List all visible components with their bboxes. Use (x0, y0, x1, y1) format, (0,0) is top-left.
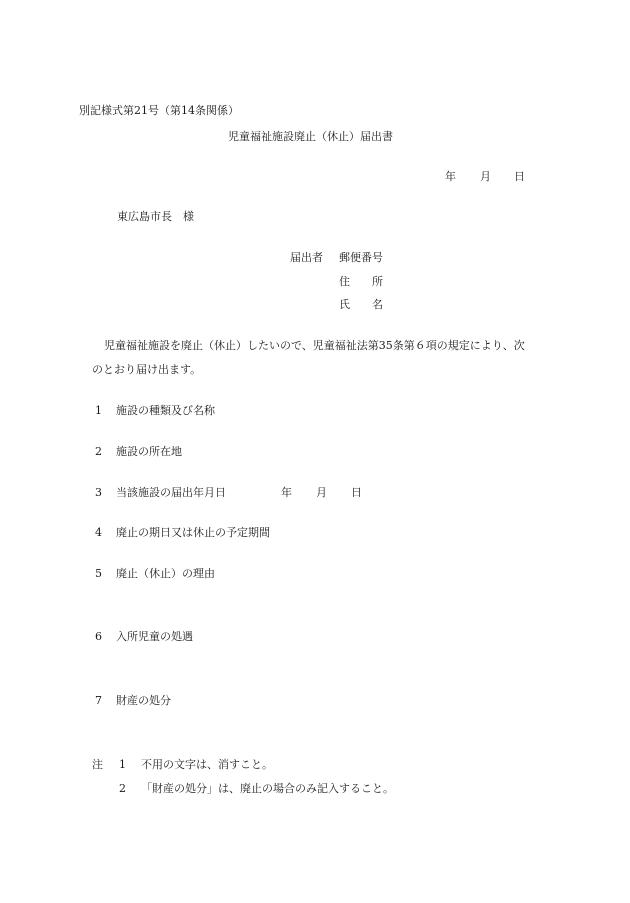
item-date-month-label: 月 (316, 486, 327, 499)
item-label: 廃止（休止）の理由 (116, 567, 215, 580)
item-date-day-label: 日 (351, 486, 362, 499)
notes-label: 注 (92, 758, 103, 771)
note-text: 不用の文字は、消すこと。 (141, 758, 273, 771)
date-year-label: 年 (445, 170, 456, 183)
document-title: 児童福祉施設廃止（休止）届出書 (228, 130, 393, 143)
postal-code-label: 郵便番号 (339, 251, 383, 264)
item-number: 5 (95, 567, 102, 580)
date-day-label: 日 (514, 170, 525, 183)
body-paragraph-line-1: 児童福祉施設を廃止（休止）したいので、児童福祉法第35条第６項の規定により、次 (104, 339, 525, 352)
item-number: 4 (95, 526, 102, 539)
item-label: 財産の処分 (116, 694, 171, 707)
body-paragraph-line-2: のとおり届け出ます。 (92, 363, 202, 376)
item-date-year-label: 年 (281, 486, 292, 499)
item-label: 廃止の期日又は休止の予定期間 (116, 526, 270, 539)
item-number: 1 (95, 404, 102, 417)
name-label: 氏 名 (339, 298, 383, 311)
note-text: 「財産の処分」は、廃止の場合のみ記入すること。 (141, 782, 394, 795)
item-label: 入所児童の処遇 (116, 630, 193, 643)
addressee: 東広島市長 様 (117, 210, 194, 223)
date-month-label: 月 (480, 170, 491, 183)
notifier-label: 届出者 (290, 251, 323, 264)
address-label: 住 所 (339, 275, 383, 288)
item-label: 施設の所在地 (116, 445, 182, 458)
item-number: 2 (95, 445, 102, 458)
form-number: 別記様式第21号（第14条関係） (79, 104, 239, 117)
item-label: 施設の種類及び名称 (116, 404, 215, 417)
item-label: 当該施設の届出年月日 (116, 486, 226, 499)
note-number: 1 (119, 758, 126, 771)
item-number: 3 (95, 486, 102, 499)
note-number: 2 (119, 782, 126, 795)
item-number: 6 (95, 630, 102, 643)
item-number: 7 (95, 694, 102, 707)
